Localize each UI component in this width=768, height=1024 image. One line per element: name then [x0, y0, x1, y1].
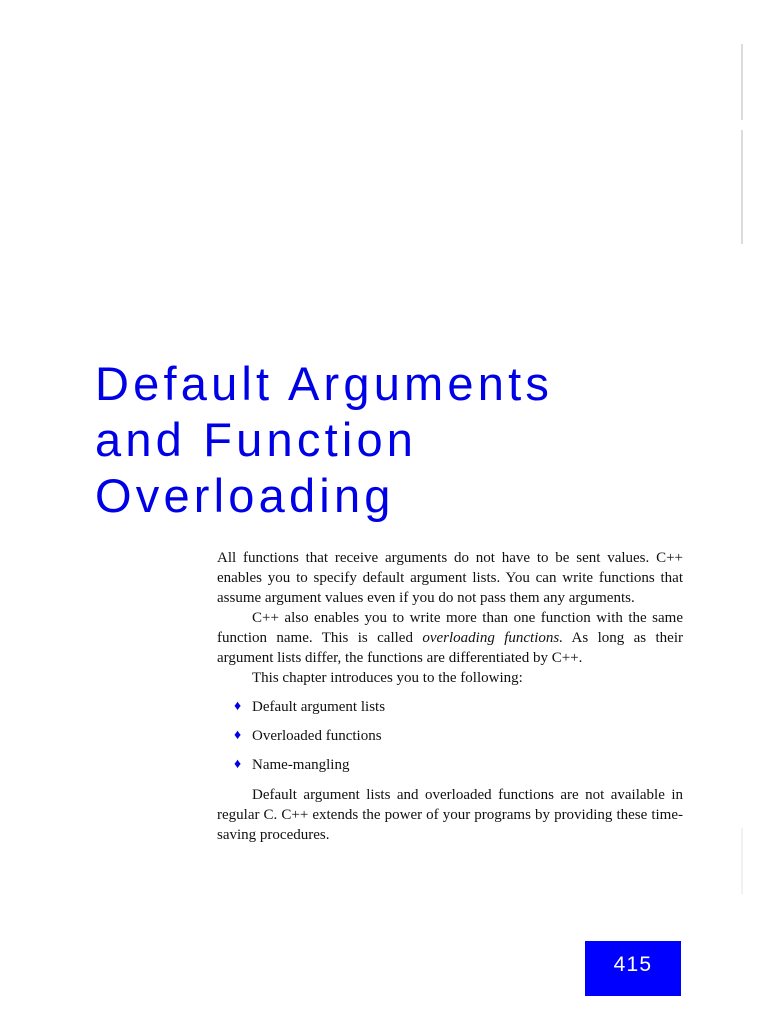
topic-list: [217, 697, 683, 775]
overloading-term: overloading functions.: [422, 630, 563, 646]
edge-thumb-mark: [741, 828, 743, 894]
chapter-title-line: Default Arguments: [95, 357, 554, 410]
closing-paragraph: Default argument lists and overloaded functions are not available in regular C. C++ extends the power of your programs by providing these time-saving procedures.: [217, 787, 683, 843]
diamond-bullet-icon: ♦: [234, 757, 242, 772]
overloading-paragraph-text-end: As long as their argument lists differ, the functions are differentiated by C++.: [217, 630, 683, 666]
diamond-bullet-icon: ♦: [234, 699, 242, 714]
list-item: [217, 726, 683, 746]
chapter-intro-text: [217, 548, 683, 845]
diamond-bullet-icon: ♦: [234, 728, 242, 743]
overloading-paragraph: [217, 608, 683, 668]
edge-thumb-mark: [741, 130, 743, 244]
page-number: 415: [585, 941, 681, 996]
list-item-label: Default argument lists: [252, 699, 386, 715]
list-item: [217, 697, 683, 717]
chapter-title: [95, 356, 715, 524]
chapter-title-line: and Function: [95, 413, 418, 466]
edge-thumb-mark: [741, 44, 743, 120]
intro-paragraph: All functions that receive arguments do not have to be sent values. C++ enables you to specify default argument lists. You can write functions that assume argument values even if you do not pass them any arguments.: [217, 550, 683, 606]
overloading-paragraph-text: C++ also enables you to write more than one function with the same function name. This is called: [217, 610, 683, 646]
chapter-overview-lead: This chapter introduces you to the following:: [252, 670, 523, 686]
list-item-label: Overloaded functions: [252, 728, 382, 744]
list-item: [217, 755, 683, 775]
chapter-title-line: Overloading: [95, 469, 395, 522]
list-item-label: Name-mangling: [252, 757, 350, 773]
